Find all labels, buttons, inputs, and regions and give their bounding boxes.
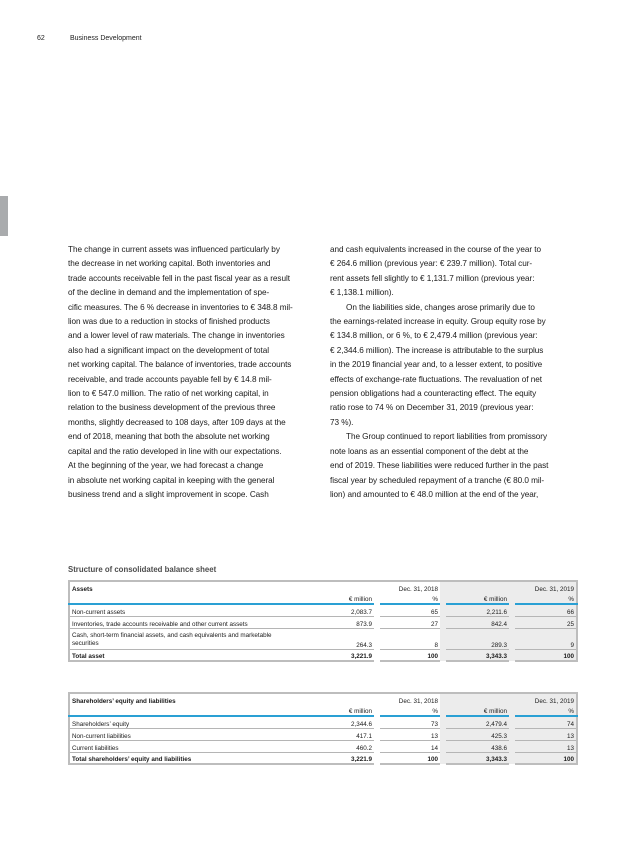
period-2019-header: Dec. 31, 2019	[515, 693, 577, 705]
text-line: the earnings-related increase in equity. Group equity rose by	[330, 317, 546, 327]
text-line: rent assets fell slightly to € 1,131.7 million (previous year:	[330, 273, 535, 283]
pct-2018: 73	[380, 716, 440, 728]
unit-amount-2019: € million	[446, 705, 509, 716]
pct-2019: 100	[515, 649, 577, 661]
body-text-right-column	[330, 243, 578, 502]
text-line: cific measures. The 6 % decrease in inventories to € 348.8 mil-	[68, 302, 293, 312]
pct-2018: 8	[380, 628, 440, 649]
spacer	[69, 593, 311, 604]
spacer	[446, 693, 509, 705]
text-line: of the decline in demand and the implementation of spe-	[68, 288, 270, 298]
pct-2019: 100	[515, 752, 577, 764]
table-heading: Shareholders’ equity and liabilities	[69, 693, 311, 705]
unit-pct-2019: %	[515, 705, 577, 716]
text-line: The change in current assets was influenced particularly by	[68, 245, 280, 254]
pct-2019: 25	[515, 616, 577, 628]
value-2018: 460.2	[311, 740, 374, 752]
text-line: and cash equivalents increased in the course of the year to	[330, 245, 541, 254]
text-line: capital and the ratio developed in line with our expectations.	[68, 446, 282, 456]
pct-2018: 13	[380, 728, 440, 740]
row-label: Current liabilities	[69, 740, 311, 752]
table-row	[69, 728, 577, 740]
body-text-left-column	[68, 243, 318, 502]
text-line: also had a significant impact on the development of total	[68, 345, 270, 355]
value-2019: 2,479.4	[446, 716, 509, 728]
text-line: trade accounts receivable fell in the past fiscal year as a result	[68, 273, 290, 283]
pct-2018: 14	[380, 740, 440, 752]
text-line: € 134.8 million, or 6 %, to € 2,479.4 million (previous year:	[330, 331, 538, 341]
table-row	[69, 716, 577, 728]
paragraph	[68, 243, 318, 502]
text-line: At the beginning of the year, we had forecast a change	[68, 461, 264, 471]
table-row	[69, 740, 577, 752]
page-number: 62	[37, 35, 45, 42]
value-2019: 2,211.6	[446, 604, 509, 616]
value-2019: 3,343.3	[446, 752, 509, 764]
row-label: Non-current assets	[69, 604, 311, 616]
unit-header-row	[69, 593, 577, 604]
paragraph	[330, 430, 578, 502]
section-side-tab	[0, 196, 8, 236]
total-row	[69, 649, 577, 661]
row-label: Total shareholders’ equity and liabilities	[69, 752, 311, 764]
table-row	[69, 616, 577, 628]
text-line: end of 2018, meaning that both the absolute net working	[68, 432, 270, 442]
assets-table	[68, 580, 578, 662]
text-line: € 1,138.1 million).	[330, 288, 394, 298]
unit-pct-2019: %	[515, 593, 577, 604]
row-label: Inventories, trade accounts receivable and other current assets	[69, 616, 311, 628]
value-2018: 2,344.6	[311, 716, 374, 728]
unit-pct-2018: %	[380, 705, 440, 716]
unit-amount-2018: € million	[311, 705, 374, 716]
value-2019: 842.4	[446, 616, 509, 628]
text-line: in the 2019 financial year and, to a lesser extent, to positive	[330, 360, 543, 370]
text-line: pension obligations had a counteracting effect. The equity	[330, 389, 537, 399]
spacer	[69, 705, 311, 716]
text-line: receivable, and trade accounts payable fell by € 14.8 mil-	[68, 374, 272, 384]
table-header-row	[69, 581, 577, 593]
unit-header-row	[69, 705, 577, 716]
row-label: Non-current liabilities	[69, 728, 311, 740]
row-label: Shareholders’ equity	[69, 716, 311, 728]
text-line: end of 2019. These liabilities were reduced further in the past	[330, 461, 549, 471]
text-line: lion was due to a reduction in stocks of finished products	[68, 317, 270, 327]
text-line: lion to € 547.0 million. The ratio of net working capital, in	[68, 389, 269, 399]
text-line: € 2,344.6 million). The increase is attributable to the surplus	[330, 345, 544, 355]
running-head: Business Development	[70, 35, 142, 42]
text-line: note loans as an essential component of the debt at the	[330, 446, 529, 456]
value-2019: 289.3	[446, 628, 509, 649]
row-label-text: Cash, short-term financial assets, and cash equivalents and marketable securities	[72, 631, 272, 647]
spacer	[446, 581, 509, 593]
text-line: effects of exchange-rate fluctuations. The revaluation of net	[330, 374, 542, 384]
text-line: ratio rose to 74 % on December 31, 2019 (previous year:	[330, 403, 534, 413]
text-line: € 264.6 million (previous year: € 239.7 million). Total cur-	[330, 259, 533, 269]
text-line: the decrease in net working capital. Both inventories and	[68, 259, 271, 269]
text-line: 73 %).	[330, 417, 354, 427]
pct-2019: 13	[515, 728, 577, 740]
text-line: lion) and amounted to € 48.0 million at the end of the year,	[330, 489, 539, 499]
paragraph	[330, 243, 578, 301]
text-line: months, slightly decreased to 108 days, after 109 days at the	[68, 417, 286, 427]
liabilities-table	[68, 692, 578, 765]
pct-2018: 27	[380, 616, 440, 628]
table-row	[69, 628, 577, 649]
value-2018: 264.3	[311, 628, 374, 649]
period-2018-header: Dec. 31, 2018	[380, 581, 440, 593]
text-line: business trend and a slight improvement in scope. Cash	[68, 489, 269, 499]
text-line: net working capital. The balance of inventories, trade accounts	[68, 360, 292, 370]
row-label: Total asset	[69, 649, 311, 661]
unit-amount-2019: € million	[446, 593, 509, 604]
value-2018: 417.1	[311, 728, 374, 740]
row-label	[69, 628, 311, 649]
table-heading: Assets	[69, 581, 311, 593]
spacer	[311, 581, 374, 593]
text-line: relation to the business development of the previous three	[68, 403, 276, 413]
spacer	[311, 693, 374, 705]
value-2018: 3,221.9	[311, 649, 374, 661]
text-line: fiscal year by scheduled repayment of a tranche (€ 80.0 mil-	[330, 475, 545, 485]
pct-2018: 100	[380, 752, 440, 764]
period-2018-header: Dec. 31, 2018	[380, 693, 440, 705]
value-2018: 873.9	[311, 616, 374, 628]
pct-2018: 65	[380, 604, 440, 616]
period-2019-header: Dec. 31, 2019	[515, 581, 577, 593]
pct-2019: 13	[515, 740, 577, 752]
text-line: On the liabilities side, changes arose primarily due to	[346, 302, 535, 312]
value-2018: 2,083.7	[311, 604, 374, 616]
pct-2019: 74	[515, 716, 577, 728]
table-title: Structure of consolidated balance sheet	[68, 565, 217, 574]
pct-2019: 9	[515, 628, 577, 649]
value-2019: 3,343.3	[446, 649, 509, 661]
text-line: in absolute net working capital in keeping with the general	[68, 475, 275, 485]
table-header-row	[69, 693, 577, 705]
value-2018: 3,221.9	[311, 752, 374, 764]
unit-amount-2018: € million	[311, 593, 374, 604]
table-row	[69, 604, 577, 616]
pct-2019: 66	[515, 604, 577, 616]
unit-pct-2018: %	[380, 593, 440, 604]
paragraph	[330, 301, 578, 431]
value-2019: 438.6	[446, 740, 509, 752]
text-line: The Group continued to report liabilities from promissory	[346, 432, 548, 442]
total-row	[69, 752, 577, 764]
value-2019: 425.3	[446, 728, 509, 740]
text-line: and a lower level of raw materials. The change in inventories	[68, 331, 285, 341]
pct-2018: 100	[380, 649, 440, 661]
